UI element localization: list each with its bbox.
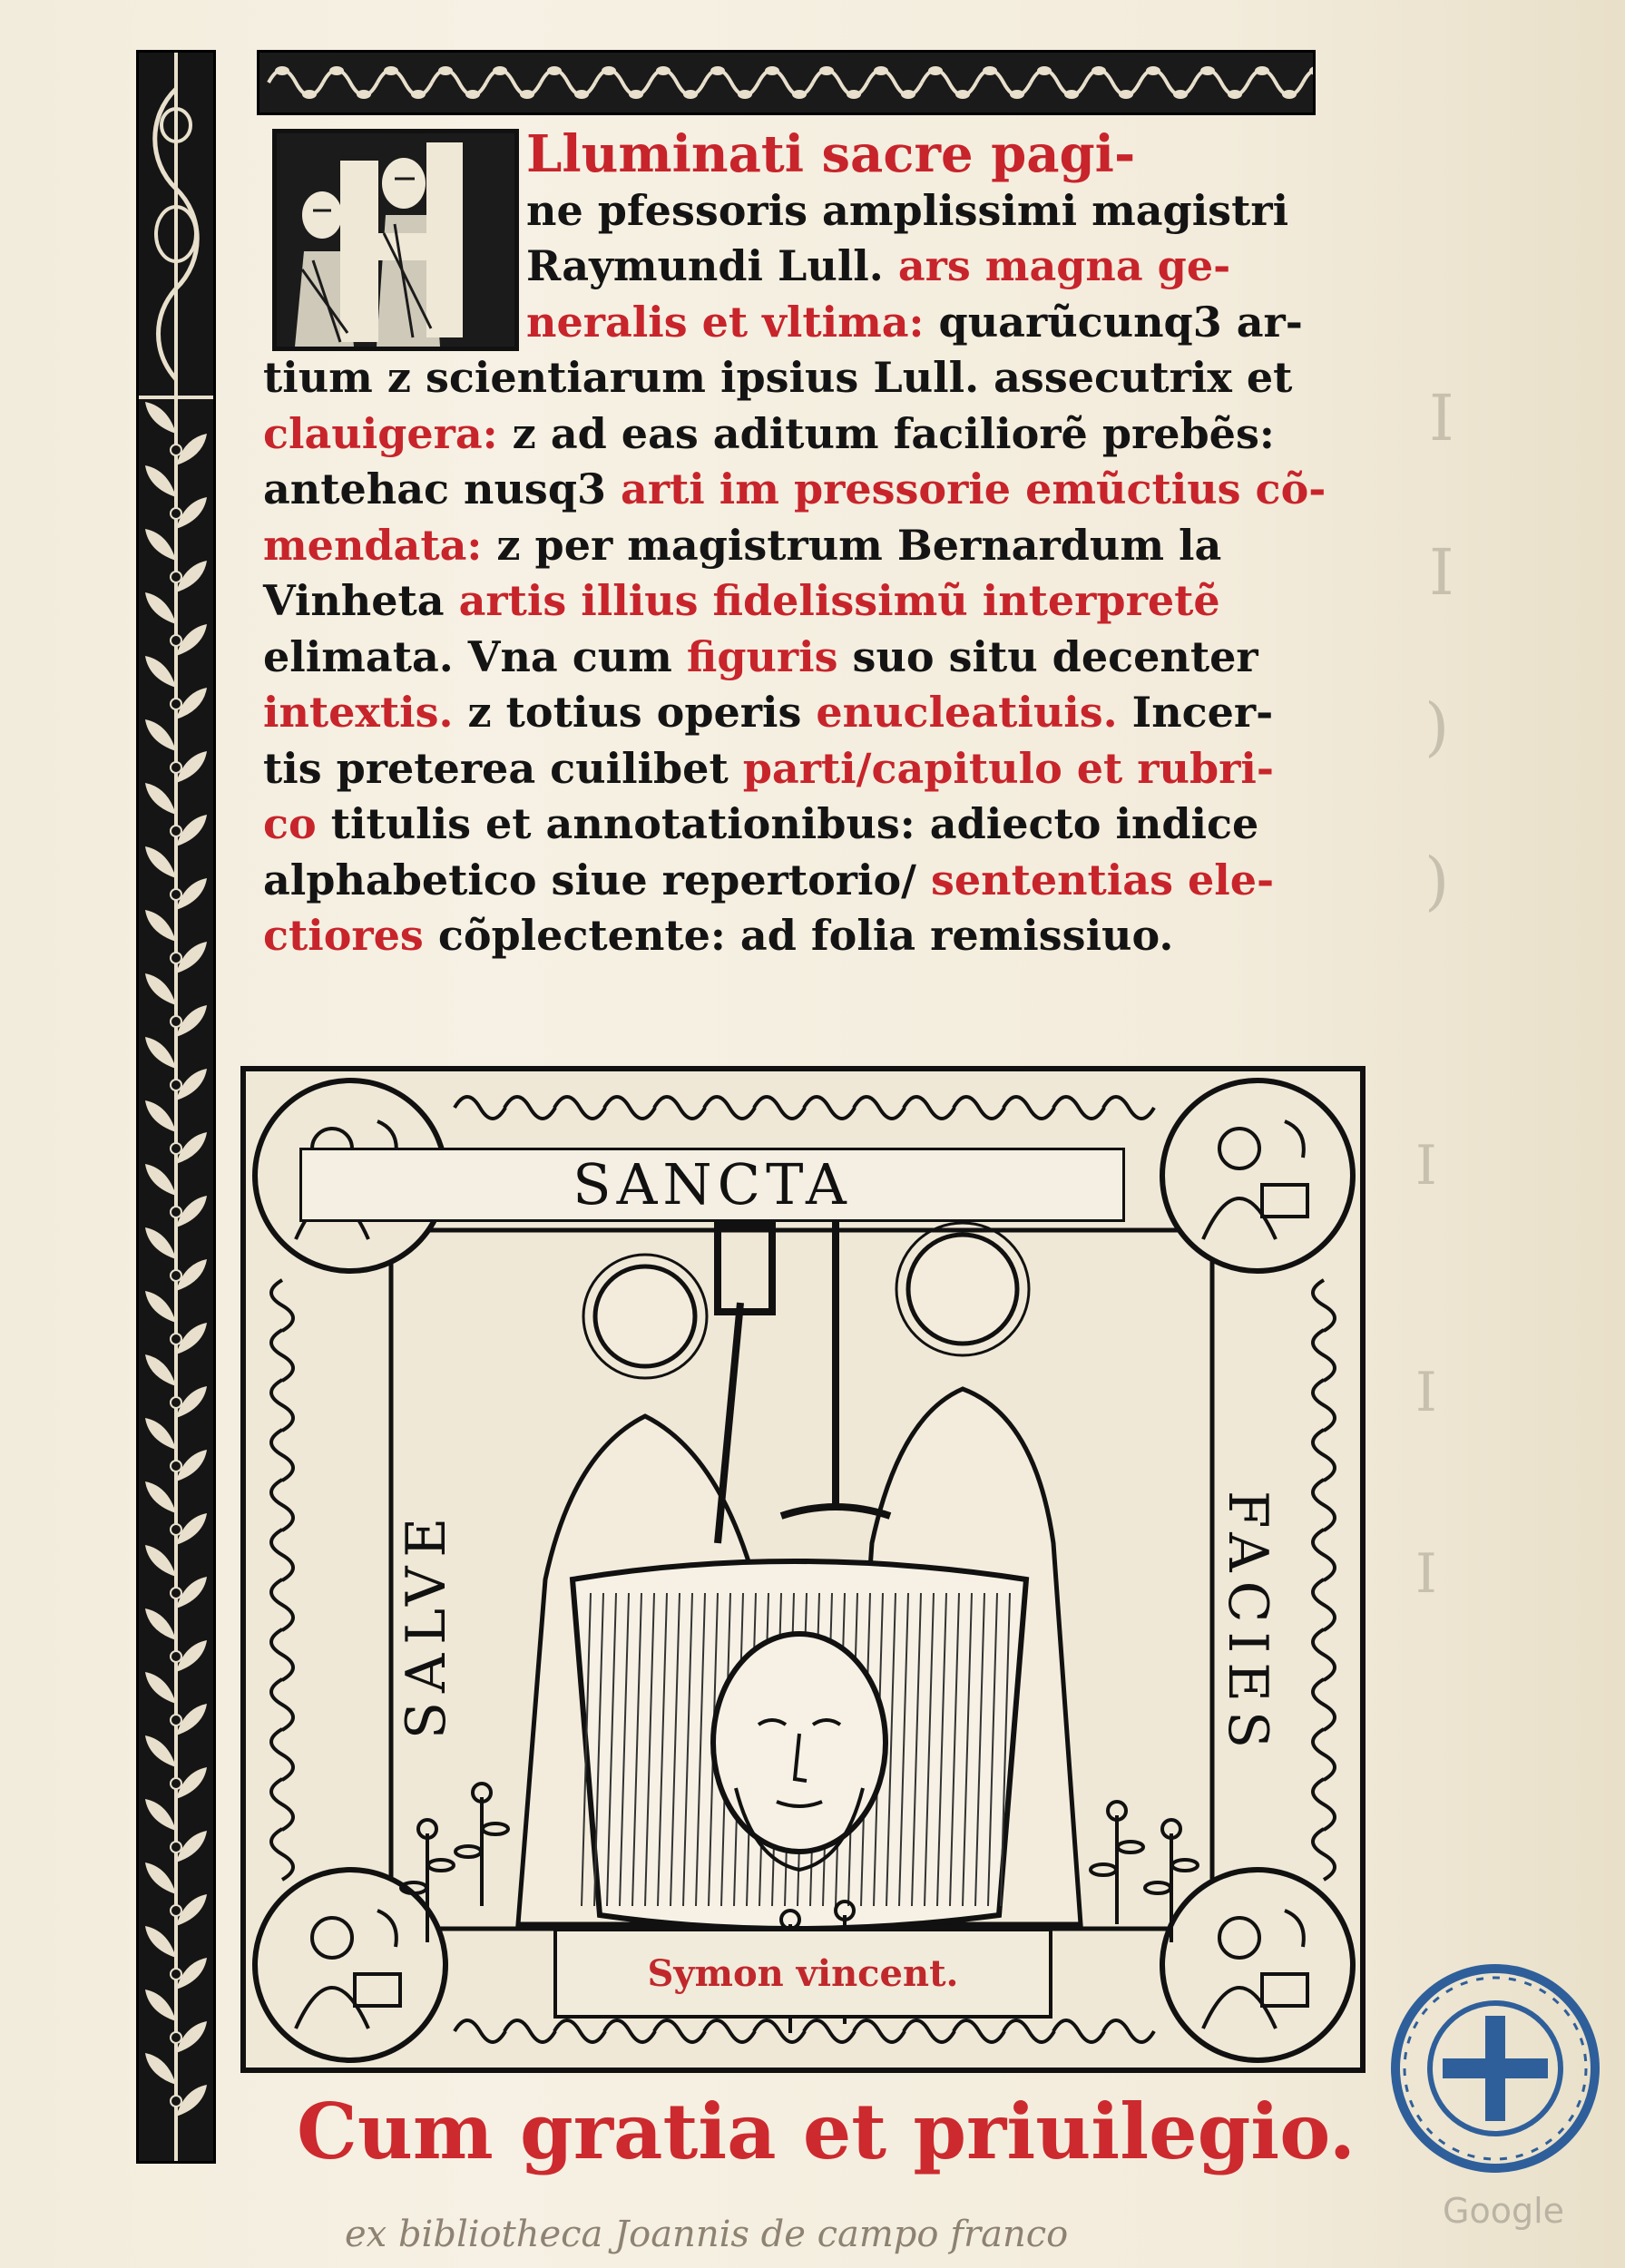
title-line xyxy=(263,685,1343,741)
top-floral-border xyxy=(257,50,1316,115)
printer-name: Symon vincent. xyxy=(647,1951,959,1995)
black-text: Raymundi Lull. xyxy=(526,241,898,290)
bleed-through: I xyxy=(1415,1542,1437,1606)
title-line xyxy=(263,741,1343,797)
black-text: quarũcunq3 ar- xyxy=(924,297,1303,347)
bleed-through: I xyxy=(1415,1134,1437,1198)
black-text: z totius operis xyxy=(453,688,817,737)
red-rubric-text: ctiores xyxy=(263,911,424,960)
title-line xyxy=(263,518,1343,574)
red-rubric-text: intextis. xyxy=(263,688,454,737)
black-text: antehac nusq3 xyxy=(263,464,622,513)
bleed-through: I xyxy=(1415,1361,1437,1424)
bleed-through: ) xyxy=(1424,844,1450,918)
black-text: tis preterea cuilibet xyxy=(263,743,743,793)
salve-vertical-text: SALVE xyxy=(395,1508,458,1740)
red-rubric-text: ars magna ge- xyxy=(897,241,1231,290)
red-rubric-text: mendata: xyxy=(263,520,483,570)
red-rubric-text: neralis et vltima: xyxy=(526,297,925,347)
handwritten-inscription: ex bibliotheca Joannis de campo franco xyxy=(345,2214,1069,2255)
red-rubric-text: artis illius fidelissimũ interpretẽ xyxy=(458,576,1220,625)
left-floral-border xyxy=(136,50,216,2164)
black-text: Incer- xyxy=(1117,688,1274,737)
title-line xyxy=(263,295,1343,351)
banner-text: SANCTA xyxy=(573,1151,852,1217)
black-text: ne pfessoris amplissimi magistri xyxy=(526,185,1289,235)
red-rubric-text: parti/capitulo et rubri- xyxy=(742,743,1274,793)
black-text: titulis et annotationibus: adiecto indice xyxy=(316,799,1259,848)
red-rubric-text: clauigera: xyxy=(263,408,498,458)
red-rubric-text: enucleatiuis. xyxy=(816,688,1118,737)
leaf-frieze-ornament xyxy=(259,53,1313,112)
title-line xyxy=(263,239,1343,295)
black-text: alphabetico siue repertorio/ xyxy=(263,855,931,904)
printer-cartouche xyxy=(553,1928,1052,2019)
title-line xyxy=(263,853,1343,909)
title-line xyxy=(263,797,1343,853)
title-line xyxy=(263,350,1343,406)
title-line xyxy=(263,183,1343,240)
title-line xyxy=(263,630,1343,686)
black-text: cõplectente: ad folia remissiuo. xyxy=(423,911,1174,960)
bleed-through: I xyxy=(1429,535,1454,610)
facies-vertical-text: FACIES xyxy=(1216,1490,1279,1758)
black-text: elimata. Vna cum xyxy=(263,631,687,681)
privilege-line: Cum gratia et priuilegio. xyxy=(296,2087,1356,2176)
library-stamp xyxy=(1386,1960,1604,2177)
red-rubric-text: sententias ele- xyxy=(930,855,1275,904)
red-rubric-text: figuris xyxy=(686,631,838,681)
title-line xyxy=(263,124,1343,184)
sancta-banner xyxy=(299,1148,1125,1222)
black-text: suo situ decenter xyxy=(837,631,1258,681)
black-text: Vinheta xyxy=(263,576,459,625)
black-text: tium z scientiarum ipsius Lull. assecutrix et xyxy=(263,353,1293,402)
black-text: z per magistrum Bernardum la xyxy=(482,520,1222,570)
black-text: z ad eas aditum faciliorẽ prebẽs: xyxy=(497,408,1275,458)
red-rubric-text: co xyxy=(263,799,317,848)
red-rubric-text: arti im pressorie emũctius cõ- xyxy=(621,464,1326,513)
title-line xyxy=(263,406,1343,463)
floral-vine-ornament xyxy=(139,53,213,2161)
title-block xyxy=(263,124,1343,1043)
bleed-through: ) xyxy=(1424,689,1450,764)
title-line xyxy=(263,573,1343,630)
title-line xyxy=(263,908,1343,964)
title-line xyxy=(263,462,1343,518)
red-rubric-text: Lluminati sacre pagi- xyxy=(526,124,1136,184)
google-watermark: Google xyxy=(1443,2191,1565,2231)
bleed-through: I xyxy=(1429,381,1454,455)
